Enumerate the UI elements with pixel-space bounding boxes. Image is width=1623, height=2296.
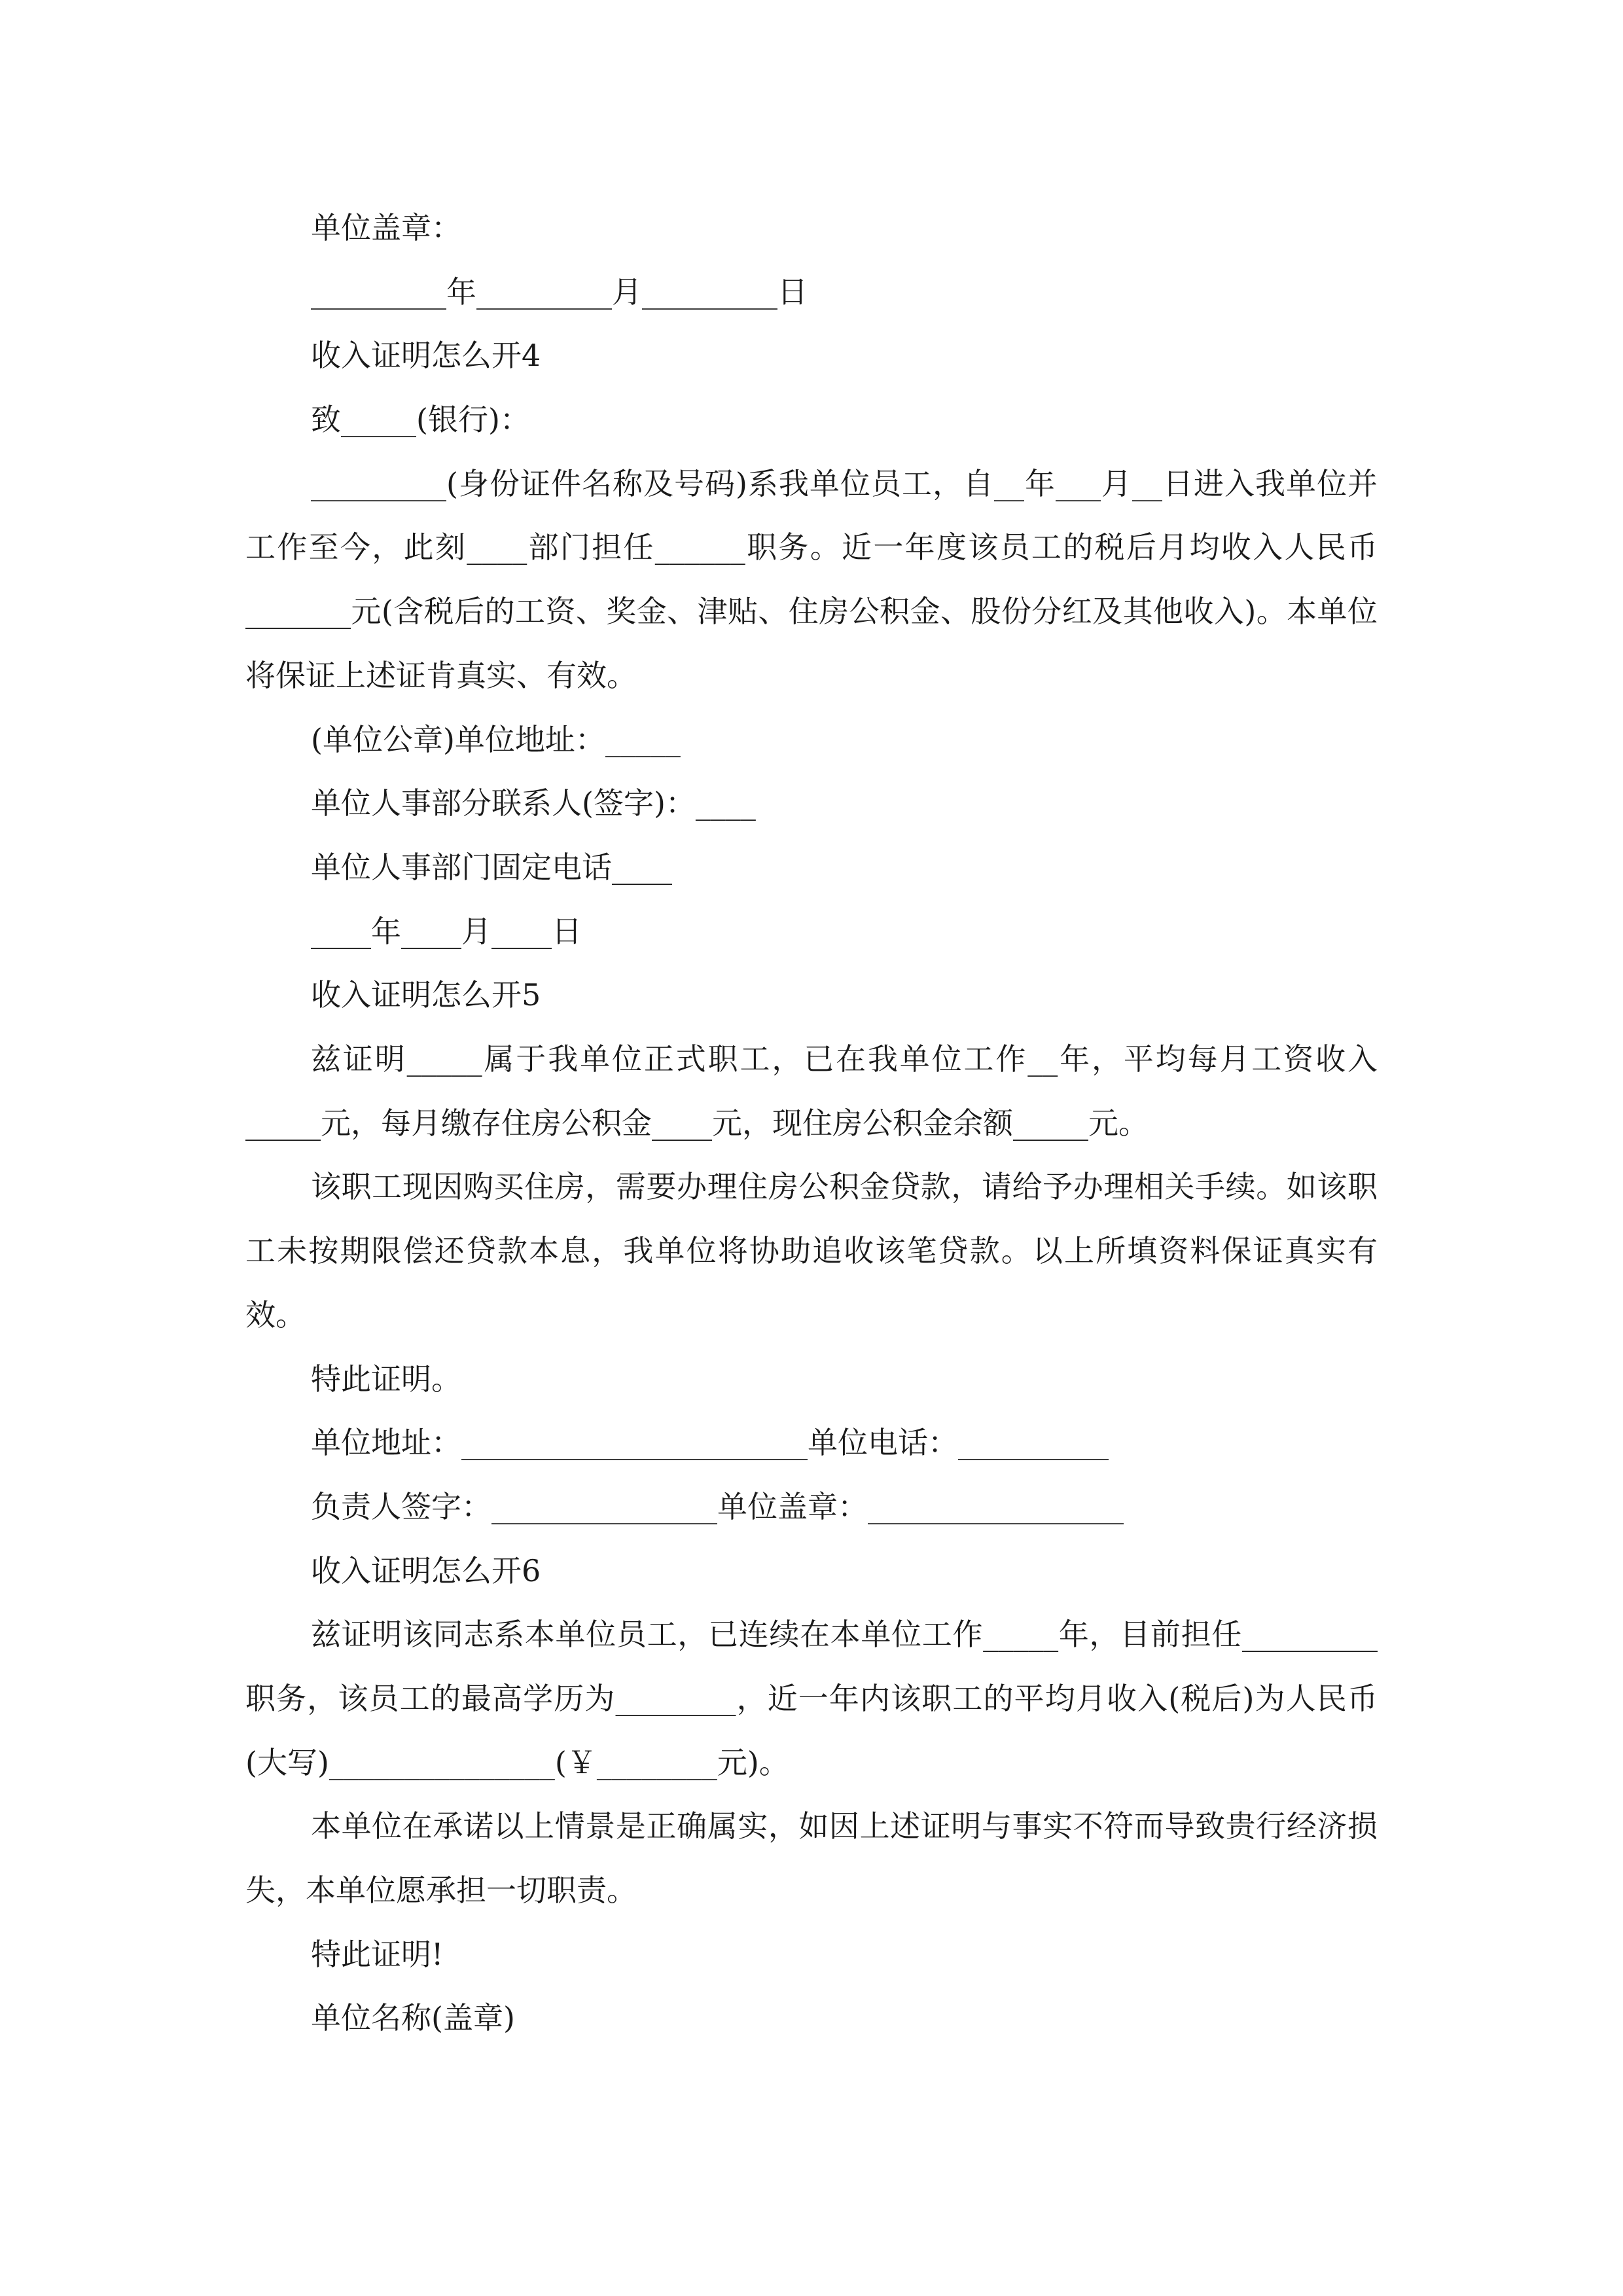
paragraph-text: 兹证明该同志系本单位员工，已连续在本单位工作_____年，目前担任_________职务，该员工的最高学历为________，近一年内该职工的平均月收入(税后)为人民币(大写)_______________(￥________元)。 <box>245 1617 1378 1780</box>
section-heading-4: 收入证明怎么开4 <box>311 338 541 374</box>
paragraph-employee-details <box>245 1603 1378 1795</box>
paragraph-text: 本单位在承诺以上情景是正确属实，如因上述证明与事实不符而导致贵行经济损失，本单位愿承担一切职责。 <box>245 1808 1378 1909</box>
paragraph-text: 该职工现因购买住房，需要办理住房公积金贷款，请给予办理相关手续。如该职工未按期限偿还贷款本息，我单位将协助追收该笔贷款。以上所填资料保证真实有效。 <box>245 1169 1378 1333</box>
date-line: _________年_________月_________日 <box>311 274 808 310</box>
unit-address-phone-line: 单位地址：_______________________单位电话：__________ <box>311 1425 1109 1461</box>
unit-address-line: (单位公章)单位地址：_____ <box>311 721 681 757</box>
paragraph-text: 兹证明_____属于我单位正式职工，已在我单位工作__年，平均每月工资收入_____元，每月缴存住房公积金____元，现住房公积金余额_____元。 <box>245 1041 1378 1141</box>
certification-line: 特此证明! <box>311 1936 444 1972</box>
paragraph-employee-income <box>245 452 1378 708</box>
date-line: ____年____月____日 <box>311 913 582 949</box>
paragraph-loan-request <box>245 1155 1378 1347</box>
paragraph-text: _________(身份证件名称及号码)系我单位员工，自__年___月__日进入我单位并工作至今，此刻____部门担任______职务。近一年度该员工的税后月均收入人民币_______元(含税后的工资、奖金、津贴、住房公积金、股份分红及其他收入)。本单位将保证上述证肯真实、有效。 <box>245 465 1378 693</box>
hr-contact-line: 单位人事部分联系人(签字)：____ <box>311 785 756 821</box>
unit-name-seal-line: 单位名称(盖章) <box>311 2000 515 2036</box>
hr-phone-line: 单位人事部门固定电话____ <box>311 849 672 885</box>
section-heading-6: 收入证明怎么开6 <box>311 1552 541 1588</box>
paragraph-liability <box>245 1795 1378 1922</box>
section-heading-5: 收入证明怎么开5 <box>311 977 541 1013</box>
bank-addressee: 致_____(银行)： <box>311 402 530 438</box>
unit-seal-label: 单位盖章： <box>311 210 461 245</box>
certification-line: 特此证明。 <box>311 1361 461 1397</box>
paragraph-employee-status <box>245 1028 1378 1155</box>
signature-seal-line: 负责人签字：_______________单位盖章：_________________ <box>311 1488 1124 1524</box>
document-body <box>245 196 1378 2051</box>
